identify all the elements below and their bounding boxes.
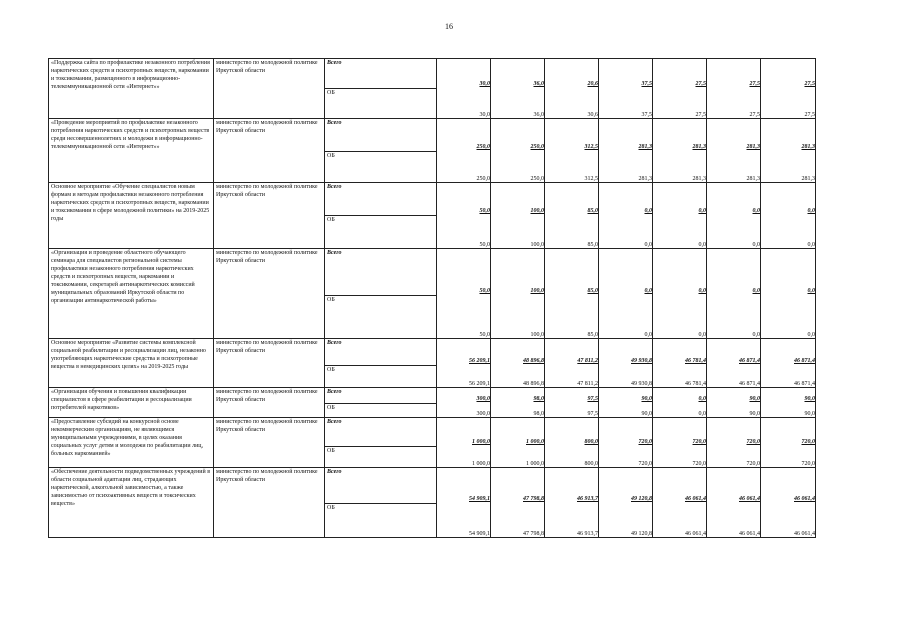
total-value: 800,0	[584, 439, 598, 445]
ob-value: 281,3	[801, 176, 815, 182]
total-value: 90,0	[749, 396, 760, 402]
total-value: 50,0	[479, 288, 490, 294]
total-value: 85,0	[587, 288, 598, 294]
total-value: 100,0	[530, 208, 544, 214]
total-value	[545, 183, 599, 249]
ob-value: 85,0	[587, 332, 598, 338]
event-name: «Предоставление субсидий на конкурсной основе некоммерческим организациям, не являющимся муниципальными учреждениями, в целях оказания социальных услуг детям и молодежи по реабилитации лиц, больных наркоманией»	[49, 418, 214, 468]
total-value	[545, 468, 599, 538]
total-value	[437, 388, 491, 418]
total-value	[707, 119, 761, 183]
total-value	[437, 59, 491, 119]
ob-value: 312,5	[584, 176, 598, 182]
event-name: Основное мероприятие «Развитие системы комплексной социальной реабилитации и ресоциализации лиц, незаконно употребляющих наркотические средства и психотропные вещества в немедицинских целях» на 2019-2025 годы	[49, 339, 214, 388]
ob-value: 90,0	[804, 411, 815, 417]
total-value	[761, 183, 816, 249]
total-value	[707, 468, 761, 538]
total-value: 46 913,7	[577, 496, 598, 502]
total-value	[437, 339, 491, 388]
total-value	[545, 339, 599, 388]
ob-value: 37,5	[641, 112, 652, 118]
total-value: 1 000,0	[526, 439, 544, 445]
event-name: «Организация обучения и повышения квалификации специалистов в сфере реабилитации и ресоциализации потребителей наркотиков»	[49, 388, 214, 418]
total-value: 46 871,4	[794, 358, 815, 364]
ob-value: 46 871,4	[739, 381, 760, 387]
ob-value: 0,0	[752, 242, 760, 248]
ob-value: 90,0	[641, 411, 652, 417]
total-value: 0,0	[752, 288, 760, 294]
source-total-label: Всего	[325, 339, 437, 366]
total-value: 85,0	[587, 208, 598, 214]
total-value: 49 930,8	[631, 358, 652, 364]
total-value	[491, 119, 545, 183]
ob-value: 0,0	[698, 411, 706, 417]
total-value	[599, 119, 653, 183]
total-value: 250,0	[476, 144, 490, 150]
source-ob-label: ОБ	[325, 447, 437, 468]
executor: министерство по молодежной политике Иркутской области	[214, 339, 325, 388]
total-value: 98,0	[533, 396, 544, 402]
executor: министерство по молодежной политике Иркутской области	[214, 183, 325, 249]
total-value	[491, 468, 545, 538]
total-value: 281,3	[801, 144, 815, 150]
ob-value: 50,0	[479, 332, 490, 338]
executor: министерство по молодежной политике Иркутской области	[214, 249, 325, 339]
total-value: 1 000,0	[472, 439, 490, 445]
total-value	[707, 249, 761, 339]
ob-value: 46 061,4	[739, 531, 760, 537]
total-value	[491, 339, 545, 388]
total-value	[761, 249, 816, 339]
ob-value: 720,0	[638, 461, 652, 467]
total-value: 54 909,1	[469, 496, 490, 502]
source-ob-label: ОБ	[325, 152, 437, 183]
total-value	[653, 183, 707, 249]
total-value: 46 781,4	[685, 358, 706, 364]
total-value: 0,0	[807, 208, 815, 214]
ob-value: 50,0	[479, 242, 490, 248]
source-total-label: Всего	[325, 119, 437, 152]
source-ob-label: ОБ	[325, 296, 437, 339]
source-total-label: Всего	[325, 249, 437, 296]
ob-value: 281,3	[638, 176, 652, 182]
total-value: 97,5	[587, 396, 598, 402]
ob-value: 0,0	[752, 332, 760, 338]
ob-value: 0,0	[807, 242, 815, 248]
table-row	[49, 183, 816, 216]
total-value	[707, 59, 761, 119]
total-value: 47 811,2	[577, 358, 598, 364]
executor: министерство по молодежной политике Иркутской области	[214, 418, 325, 468]
ob-value: 0,0	[698, 242, 706, 248]
ob-value: 46 061,4	[794, 531, 815, 537]
source-total-label: Всего	[325, 59, 437, 89]
total-value	[599, 59, 653, 119]
ob-value: 27,5	[695, 112, 706, 118]
table-row	[49, 249, 816, 296]
total-value	[599, 388, 653, 418]
ob-value: 46 913,7	[577, 531, 598, 537]
ob-value: 30,6	[587, 112, 598, 118]
table-row	[49, 59, 816, 89]
table-row	[49, 388, 816, 404]
total-value	[437, 418, 491, 468]
total-value: 90,0	[804, 396, 815, 402]
total-value: 0,0	[698, 396, 706, 402]
ob-value: 49 930,8	[631, 381, 652, 387]
table-row	[49, 339, 816, 366]
ob-value: 1 000,0	[526, 461, 544, 467]
total-value: 27,5	[695, 81, 706, 87]
ob-value: 98,0	[533, 411, 544, 417]
ob-value: 46 871,4	[794, 381, 815, 387]
total-value	[491, 59, 545, 119]
event-name: Основное мероприятие «Обучение специалистов новым формам и методам профилактики незаконного потребления наркотических средств и психотропных веществ, наркомании и токсикомании в сфере молодежной политики» на 2019-2025 годы	[49, 183, 214, 249]
executor: министерство по молодежной политике Иркутской области	[214, 119, 325, 183]
total-value: 100,0	[530, 288, 544, 294]
total-value: 46 061,4	[685, 496, 706, 502]
ob-value: 47 798,8	[523, 531, 544, 537]
ob-value: 47 811,2	[577, 381, 598, 387]
ob-value: 250,0	[530, 176, 544, 182]
table-row	[49, 418, 816, 447]
executor: министерство по молодежной политике Иркутской области	[214, 59, 325, 119]
ob-value: 720,0	[801, 461, 815, 467]
total-value	[599, 418, 653, 468]
total-value	[545, 388, 599, 418]
total-value	[437, 183, 491, 249]
total-value	[491, 249, 545, 339]
total-value	[491, 418, 545, 468]
ob-value: 46 781,4	[685, 381, 706, 387]
ob-value: 720,0	[692, 461, 706, 467]
total-value: 0,0	[807, 288, 815, 294]
ob-value: 0,0	[807, 332, 815, 338]
ob-value: 30,0	[479, 112, 490, 118]
budget-table	[48, 58, 816, 538]
ob-value: 27,5	[749, 112, 760, 118]
total-value	[545, 249, 599, 339]
total-value	[599, 183, 653, 249]
total-value	[653, 249, 707, 339]
event-name: «Проведение мероприятий по профилактике незаконного потребления наркотических средств и психотропных веществ среди несовершеннолетних и молодежи в информационно-телекоммуникационной сети «Интернет»»	[49, 119, 214, 183]
source-ob-label: ОБ	[325, 216, 437, 249]
ob-value: 0,0	[644, 332, 652, 338]
total-value	[491, 388, 545, 418]
total-value: 47 798,8	[523, 496, 544, 502]
ob-value: 56 209,1	[469, 381, 490, 387]
total-value: 720,0	[746, 439, 760, 445]
source-total-label: Всего	[325, 468, 437, 504]
total-value: 56 209,1	[469, 358, 490, 364]
total-value: 0,0	[644, 208, 652, 214]
total-value	[707, 339, 761, 388]
event-name: «Поддержка сайта по профилактике незаконного потребления наркотических средств и психотропных веществ, наркомании и токсикомании, размещенного в информационно-телекоммуникационной сети «Интернет»»	[49, 59, 214, 119]
total-value: 37,5	[641, 81, 652, 87]
ob-value: 250,0	[476, 176, 490, 182]
total-value	[437, 249, 491, 339]
ob-value: 300,0	[476, 411, 490, 417]
total-value: 36,0	[533, 81, 544, 87]
ob-value: 27,5	[804, 112, 815, 118]
ob-value: 0,0	[698, 332, 706, 338]
total-value: 281,3	[692, 144, 706, 150]
total-value: 48 896,8	[523, 358, 544, 364]
ob-value: 46 061,4	[685, 531, 706, 537]
total-value: 46 871,4	[739, 358, 760, 364]
page-number: 16	[445, 22, 453, 31]
source-ob-label: ОБ	[325, 366, 437, 388]
source-total-label: Всего	[325, 183, 437, 216]
ob-value: 49 120,8	[631, 531, 652, 537]
table-row	[49, 468, 816, 504]
total-value	[491, 183, 545, 249]
total-value	[653, 418, 707, 468]
source-ob-label: ОБ	[325, 89, 437, 119]
ob-value: 100,0	[530, 242, 544, 248]
total-value	[761, 339, 816, 388]
ob-value: 1 000,0	[472, 461, 490, 467]
total-value: 46 061,4	[739, 496, 760, 502]
total-value: 312,5	[584, 144, 598, 150]
total-value: 20,6	[587, 81, 598, 87]
total-value: 30,0	[479, 81, 490, 87]
event-name: «Организация и проведение областного обучающего семинара для специалистов региональной системы профилактики незаконного потребления наркотических средств и психотропных веществ, наркомании и токсикомании, секретарей антинаркотических комиссий муниципальных образований Иркутской области по организации антинаркотической работы»	[49, 249, 214, 339]
total-value	[599, 339, 653, 388]
total-value: 49 120,8	[631, 496, 652, 502]
total-value: 250,0	[530, 144, 544, 150]
total-value	[761, 388, 816, 418]
total-value: 46 061,4	[794, 496, 815, 502]
total-value	[437, 119, 491, 183]
event-name: «Обеспечение деятельности подведомственных учреждений в области социальной адаптации лиц, страдающих наркотической, алкогольной зависимостью, а также зависимостью от психоактивных веществ и токсических веществ»	[49, 468, 214, 538]
ob-value: 281,3	[746, 176, 760, 182]
total-value	[545, 119, 599, 183]
ob-value: 800,0	[584, 461, 598, 467]
executor: министерство по молодежной политике Иркутской области	[214, 468, 325, 538]
total-value: 720,0	[638, 439, 652, 445]
source-ob-label: ОБ	[325, 504, 437, 538]
total-value	[761, 119, 816, 183]
total-value: 0,0	[644, 288, 652, 294]
total-value: 27,5	[749, 81, 760, 87]
ob-value: 85,0	[587, 242, 598, 248]
total-value	[599, 249, 653, 339]
total-value: 281,3	[746, 144, 760, 150]
total-value	[761, 418, 816, 468]
total-value	[653, 468, 707, 538]
total-value: 50,0	[479, 208, 490, 214]
ob-value: 36,0	[533, 112, 544, 118]
ob-value: 0,0	[644, 242, 652, 248]
total-value: 300,0	[476, 396, 490, 402]
total-value	[437, 468, 491, 538]
total-value: 720,0	[801, 439, 815, 445]
total-value: 90,0	[641, 396, 652, 402]
executor: министерство по молодежной политике Иркутской области	[214, 388, 325, 418]
total-value	[707, 183, 761, 249]
ob-value: 90,0	[749, 411, 760, 417]
total-value: 27,5	[804, 81, 815, 87]
table-row	[49, 119, 816, 152]
total-value	[707, 388, 761, 418]
total-value	[545, 59, 599, 119]
source-total-label: Всего	[325, 388, 437, 404]
ob-value: 281,3	[692, 176, 706, 182]
ob-value: 97,5	[587, 411, 598, 417]
total-value	[761, 59, 816, 119]
total-value	[707, 418, 761, 468]
total-value: 720,0	[692, 439, 706, 445]
source-total-label: Всего	[325, 418, 437, 447]
ob-value: 48 896,8	[523, 381, 544, 387]
total-value: 0,0	[752, 208, 760, 214]
ob-value: 54 909,1	[469, 531, 490, 537]
ob-value: 100,0	[530, 332, 544, 338]
total-value	[653, 339, 707, 388]
total-value: 0,0	[698, 288, 706, 294]
ob-value: 720,0	[746, 461, 760, 467]
total-value	[761, 468, 816, 538]
total-value: 0,0	[698, 208, 706, 214]
total-value	[653, 119, 707, 183]
total-value	[653, 59, 707, 119]
total-value	[653, 388, 707, 418]
source-ob-label: ОБ	[325, 404, 437, 418]
total-value	[599, 468, 653, 538]
total-value	[545, 418, 599, 468]
total-value: 281,3	[638, 144, 652, 150]
